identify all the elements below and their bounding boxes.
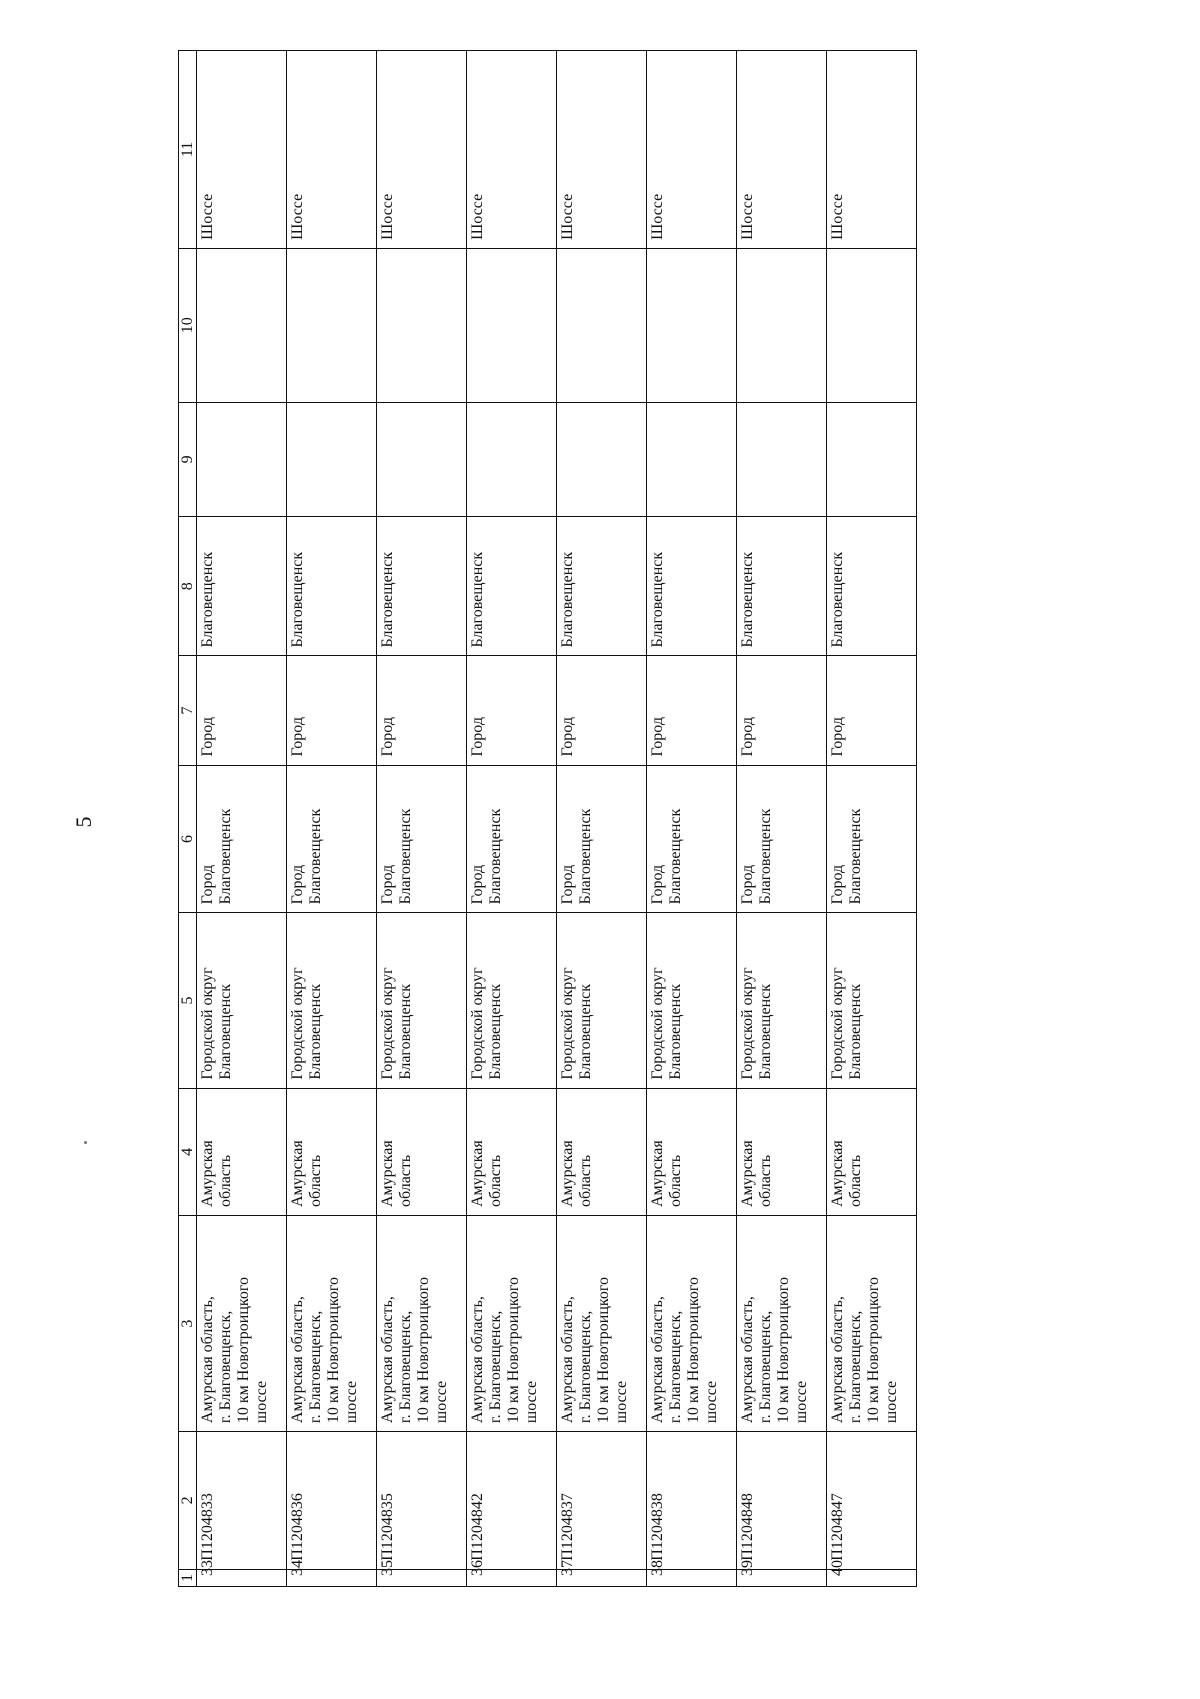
header-cell: 3 bbox=[179, 1216, 197, 1432]
cell-col-2: П1204848 bbox=[737, 1432, 827, 1570]
header-cell: 8 bbox=[179, 516, 197, 656]
cell-col-3: Амурская область, г. Благовещенск, 10 км Новотроицкого шоссе bbox=[827, 1216, 917, 1432]
cell-col-9 bbox=[647, 402, 737, 516]
cell-col-11: Шоссе bbox=[557, 51, 647, 249]
cell-col-11: Шоссе bbox=[737, 51, 827, 249]
cell-col-11: Шоссе bbox=[197, 51, 287, 249]
cell-col-6: Город Благовещенск bbox=[737, 765, 827, 913]
cell-col-8: Благовещенск bbox=[647, 516, 737, 656]
cell-col-4: Амурская область bbox=[647, 1088, 737, 1215]
cell-col-9 bbox=[557, 402, 647, 516]
cell-col-2: П1204836 bbox=[287, 1432, 377, 1570]
cell-col-10 bbox=[467, 248, 557, 402]
cell-col-7: Город bbox=[827, 656, 917, 765]
cell-col-3: Амурская область, г. Благовещенск, 10 км Новотроицкого шоссе bbox=[737, 1216, 827, 1432]
cell-col-2: П1204835 bbox=[377, 1432, 467, 1570]
table-row bbox=[557, 51, 647, 1587]
cell-col-1: 33 bbox=[197, 1569, 287, 1586]
cell-col-4: Амурская область bbox=[467, 1088, 557, 1215]
header-cell: 5 bbox=[179, 913, 197, 1088]
table-row bbox=[737, 51, 827, 1587]
cell-col-6: Город Благовещенск bbox=[557, 765, 647, 913]
cell-col-3: Амурская область, г. Благовещенск, 10 км Новотроицкого шоссе bbox=[287, 1216, 377, 1432]
cell-col-5: Городской округ Благовещенск bbox=[737, 913, 827, 1088]
table-row bbox=[197, 51, 287, 1587]
cell-col-5: Городской округ Благовещенск bbox=[377, 913, 467, 1088]
cell-col-7: Город bbox=[197, 656, 287, 765]
header-cell: 7 bbox=[179, 656, 197, 765]
cell-col-9 bbox=[827, 402, 917, 516]
rotated-table-wrapper bbox=[178, 50, 917, 1587]
cell-col-4: Амурская область bbox=[557, 1088, 647, 1215]
header-cell: 9 bbox=[179, 402, 197, 516]
cell-col-4: Амурская область bbox=[287, 1088, 377, 1215]
page-number: 5 bbox=[71, 816, 96, 828]
cell-col-5: Городской округ Благовещенск bbox=[557, 913, 647, 1088]
cell-col-3: Амурская область, г. Благовещенск, 10 км Новотроицкого шоссе bbox=[647, 1216, 737, 1432]
cell-col-11: Шоссе bbox=[647, 51, 737, 249]
cell-col-7: Город bbox=[647, 656, 737, 765]
cell-col-9 bbox=[737, 402, 827, 516]
cell-col-10 bbox=[287, 248, 377, 402]
cell-col-8: Благовещенск bbox=[737, 516, 827, 656]
cell-col-1: 34 bbox=[287, 1569, 377, 1586]
cell-col-6: Город Благовещенск bbox=[377, 765, 467, 913]
cell-col-8: Благовещенск bbox=[197, 516, 287, 656]
table-row bbox=[467, 51, 557, 1587]
table-row bbox=[647, 51, 737, 1587]
cell-col-2: П1204833 bbox=[197, 1432, 287, 1570]
cell-col-8: Благовещенск bbox=[467, 516, 557, 656]
cell-col-4: Амурская область bbox=[377, 1088, 467, 1215]
cell-col-5: Городской округ Благовещенск bbox=[827, 913, 917, 1088]
cell-col-5: Городской округ Благовещенск bbox=[197, 913, 287, 1088]
cell-col-9 bbox=[197, 402, 287, 516]
header-cell: 2 bbox=[179, 1432, 197, 1570]
cell-col-11: Шоссе bbox=[377, 51, 467, 249]
cell-col-8: Благовещенск bbox=[827, 516, 917, 656]
cell-col-6: Город Благовещенск bbox=[287, 765, 377, 913]
scan-speck bbox=[84, 1141, 87, 1144]
cell-col-10 bbox=[827, 248, 917, 402]
cell-col-2: П1204842 bbox=[467, 1432, 557, 1570]
cell-col-9 bbox=[287, 402, 377, 516]
cell-col-7: Город bbox=[557, 656, 647, 765]
cell-col-7: Город bbox=[287, 656, 377, 765]
cell-col-6: Город Благовещенск bbox=[197, 765, 287, 913]
cell-col-10 bbox=[377, 248, 467, 402]
cell-col-1: 39 bbox=[737, 1569, 827, 1586]
cell-col-1: 36 bbox=[467, 1569, 557, 1586]
cell-col-10 bbox=[737, 248, 827, 402]
cell-col-7: Город bbox=[467, 656, 557, 765]
header-cell: 1 bbox=[179, 1569, 197, 1586]
cell-col-11: Шоссе bbox=[287, 51, 377, 249]
table-header-row bbox=[179, 51, 197, 1587]
cell-col-1: 38 bbox=[647, 1569, 737, 1586]
cell-col-7: Город bbox=[737, 656, 827, 765]
cell-col-3: Амурская область, г. Благовещенск, 10 км Новотроицкого шоссе bbox=[377, 1216, 467, 1432]
header-cell: 11 bbox=[179, 51, 197, 249]
cell-col-6: Город Благовещенск bbox=[647, 765, 737, 913]
cell-col-4: Амурская область bbox=[197, 1088, 287, 1215]
cell-col-8: Благовещенск bbox=[287, 516, 377, 656]
cell-col-8: Благовещенск bbox=[557, 516, 647, 656]
cell-col-1: 37 bbox=[557, 1569, 647, 1586]
cell-col-9 bbox=[467, 402, 557, 516]
cell-col-5: Городской округ Благовещенск bbox=[647, 913, 737, 1088]
cell-col-11: Шоссе bbox=[467, 51, 557, 249]
table-row bbox=[827, 51, 917, 1587]
header-cell: 4 bbox=[179, 1088, 197, 1215]
cell-col-8: Благовещенск bbox=[377, 516, 467, 656]
cell-col-4: Амурская область bbox=[827, 1088, 917, 1215]
cell-col-3: Амурская область, г. Благовещенск, 10 км Новотроицкого шоссе bbox=[467, 1216, 557, 1432]
cell-col-5: Городской округ Благовещенск bbox=[287, 913, 377, 1088]
table-row bbox=[377, 51, 467, 1587]
cell-col-7: Город bbox=[377, 656, 467, 765]
cell-col-9 bbox=[377, 402, 467, 516]
cell-col-1: 40 bbox=[827, 1569, 917, 1586]
cell-col-2: П1204847 bbox=[827, 1432, 917, 1570]
cell-col-3: Амурская область, г. Благовещенск, 10 км Новотроицкого шоссе bbox=[557, 1216, 647, 1432]
table-row bbox=[287, 51, 377, 1587]
cell-col-6: Город Благовещенск bbox=[467, 765, 557, 913]
cell-col-11: Шоссе bbox=[827, 51, 917, 249]
cell-col-10 bbox=[197, 248, 287, 402]
cell-col-2: П1204837 bbox=[557, 1432, 647, 1570]
cell-col-1: 35 bbox=[377, 1569, 467, 1586]
cell-col-3: Амурская область, г. Благовещенск, 10 км Новотроицкого шоссе bbox=[197, 1216, 287, 1432]
registry-table bbox=[178, 50, 917, 1587]
cell-col-10 bbox=[557, 248, 647, 402]
cell-col-10 bbox=[647, 248, 737, 402]
header-cell: 6 bbox=[179, 765, 197, 913]
cell-col-2: П1204838 bbox=[647, 1432, 737, 1570]
cell-col-6: Город Благовещенск bbox=[827, 765, 917, 913]
cell-col-4: Амурская область bbox=[737, 1088, 827, 1215]
cell-col-5: Городской округ Благовещенск bbox=[467, 913, 557, 1088]
header-cell: 10 bbox=[179, 248, 197, 402]
